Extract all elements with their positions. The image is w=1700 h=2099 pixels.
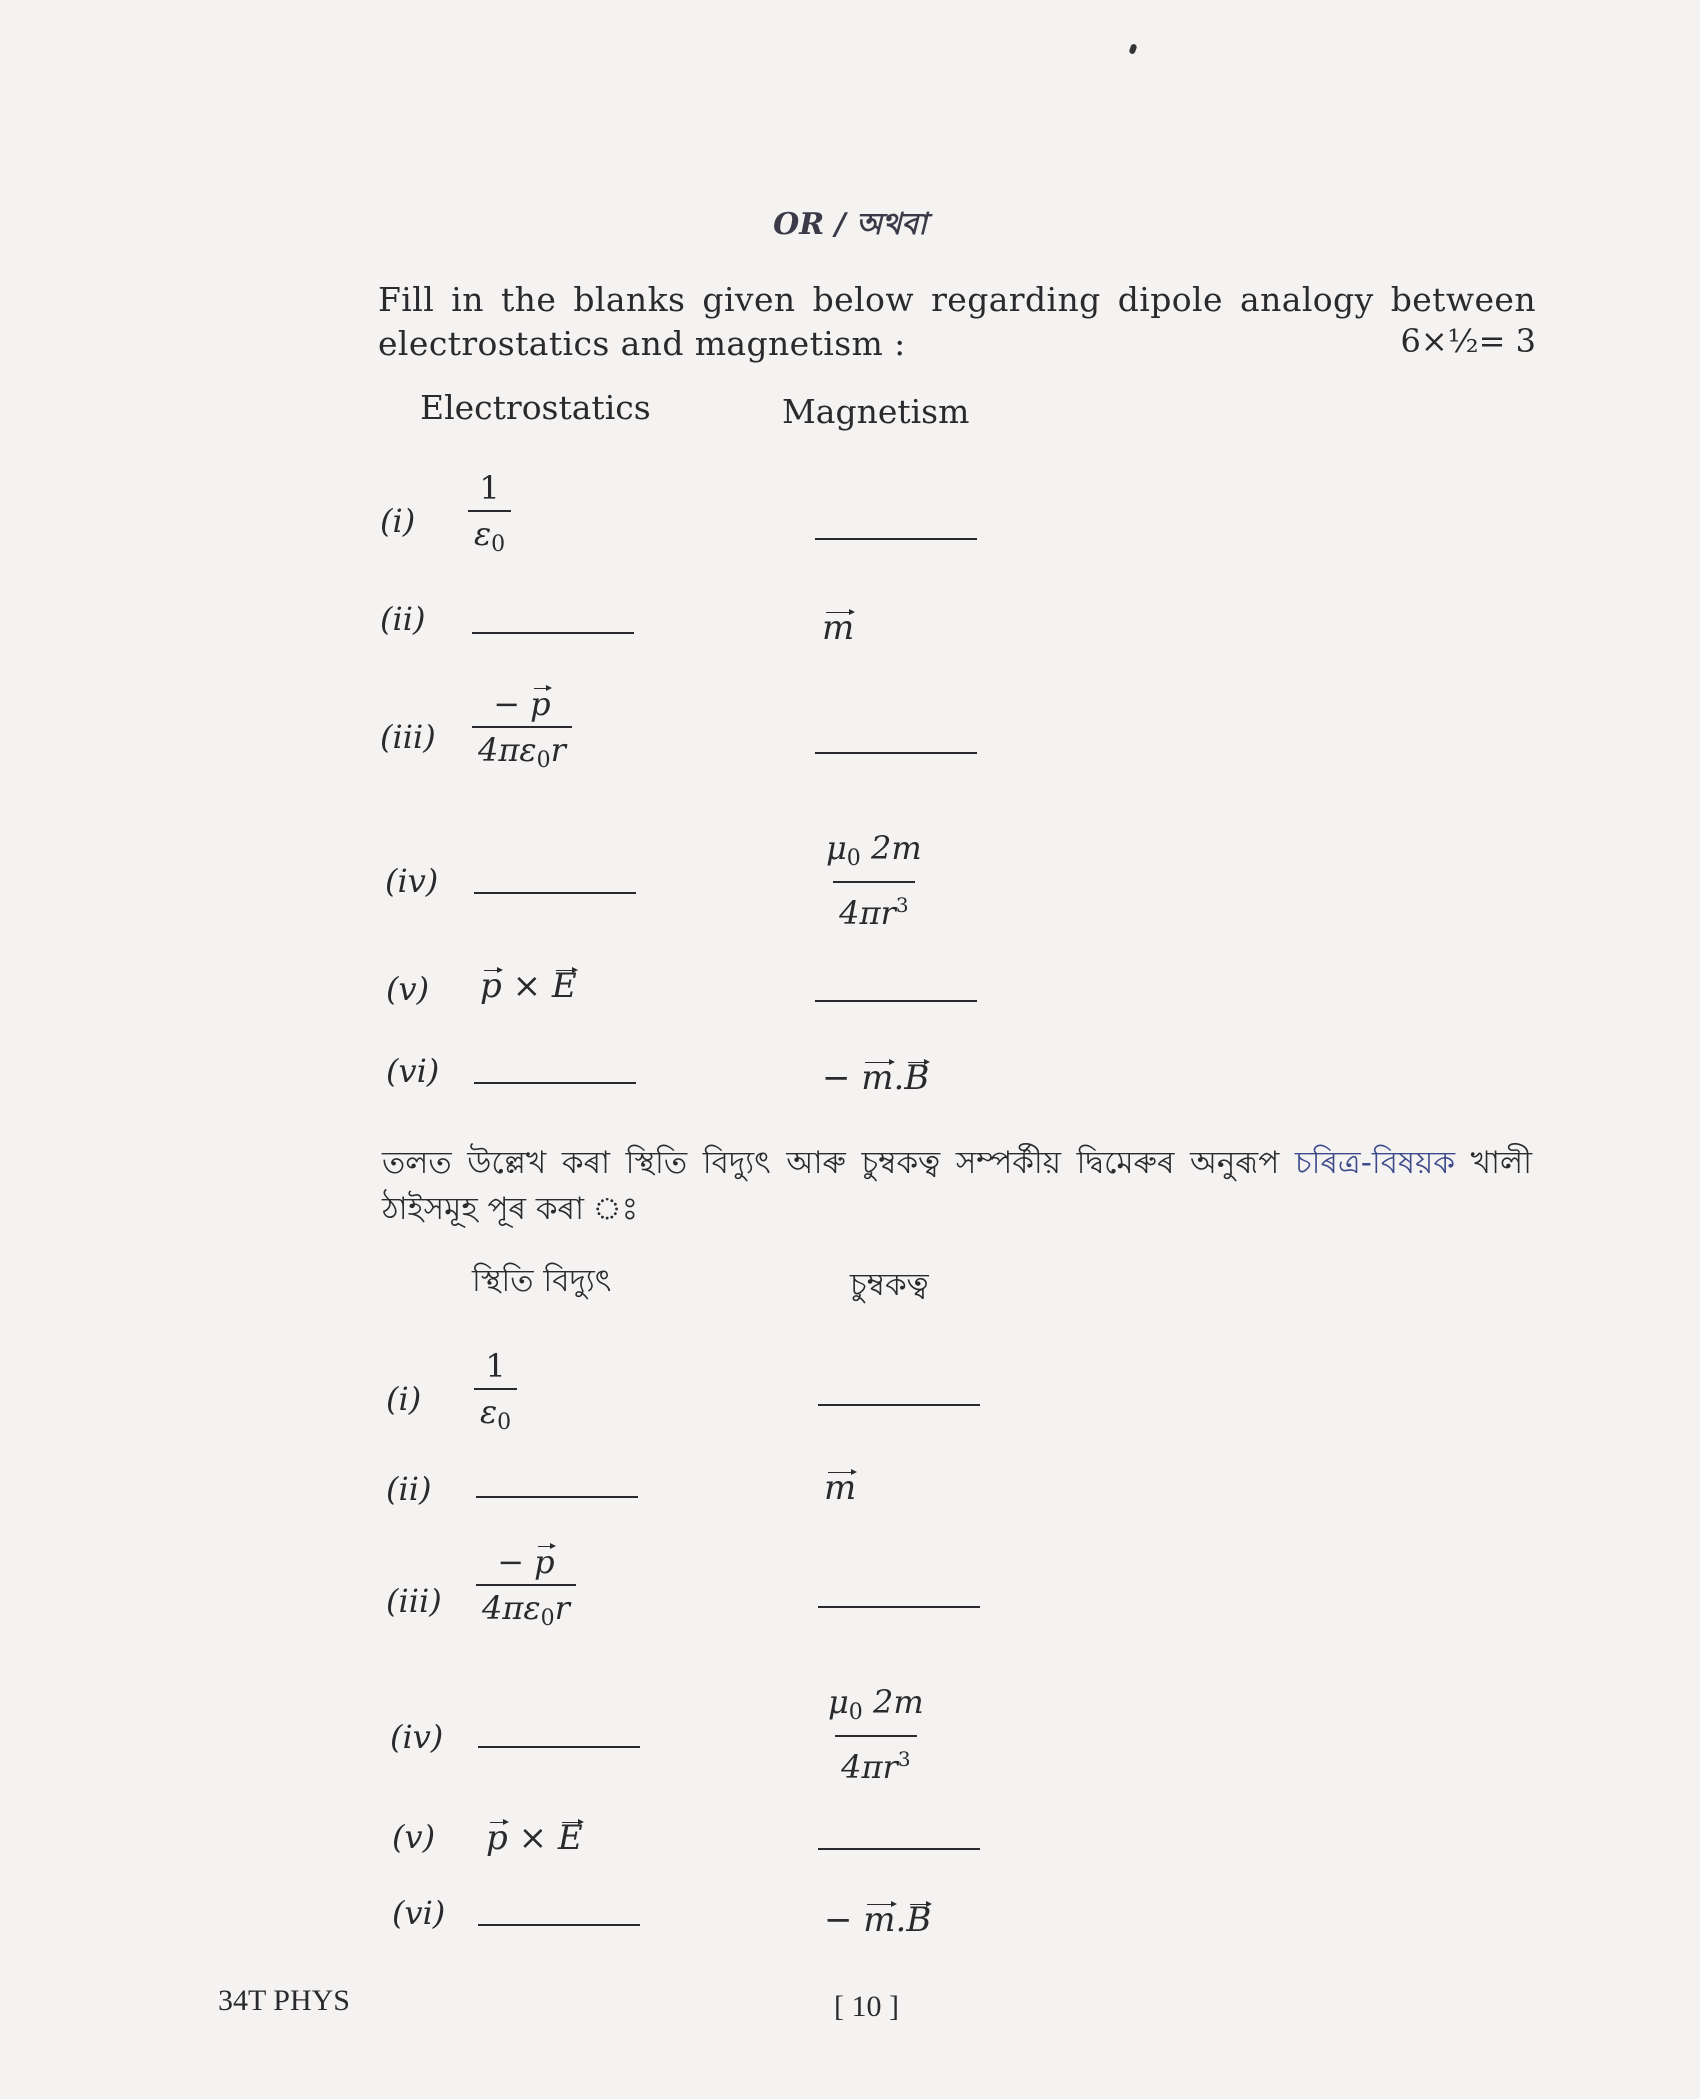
fraction-dipole-field bbox=[820, 828, 928, 933]
times-sign: × bbox=[507, 1818, 558, 1858]
section-heading: OR / অথবা bbox=[773, 207, 927, 242]
den-part: r bbox=[550, 731, 566, 769]
answer-blank[interactable] bbox=[818, 1848, 980, 1850]
answer-blank[interactable] bbox=[818, 1404, 980, 1406]
answer-blank[interactable] bbox=[815, 538, 977, 540]
numerator bbox=[491, 1542, 560, 1584]
minus-sign: − bbox=[493, 685, 531, 723]
denominator bbox=[468, 510, 511, 565]
row-label: (vi) bbox=[386, 1052, 440, 1090]
vector-b: B bbox=[906, 1900, 932, 1940]
potential-energy-expression bbox=[822, 1058, 929, 1098]
minus-sign: − bbox=[822, 1058, 862, 1098]
fraction-one-over-epsilon bbox=[468, 468, 511, 565]
subscript: 0 bbox=[848, 1700, 863, 1725]
epsilon-symbol: ε bbox=[474, 515, 492, 553]
vector-p: p bbox=[534, 1543, 555, 1581]
page-number: [ 10 ] bbox=[834, 1990, 899, 2023]
vector-b: B bbox=[904, 1058, 930, 1098]
denominator bbox=[472, 726, 572, 781]
minus-sign: − bbox=[497, 1543, 535, 1581]
column-header-electrostatics-as: স্থিতি বিদ্যুৎ bbox=[472, 1263, 612, 1299]
den-part: 4πε bbox=[478, 731, 537, 769]
numerator: 1 bbox=[485, 1347, 506, 1385]
instruction-text: তলত উল্লেখ কৰা স্থিতি বিদ্যুৎ আৰু চুম্বকত্ব সম্পৰ্কীয় দ্বিমেৰুৰ অনুৰূপ bbox=[382, 1145, 1295, 1181]
dot-sign: . bbox=[893, 1058, 905, 1098]
superscript: 3 bbox=[895, 893, 909, 917]
row-label: (iii) bbox=[380, 718, 436, 756]
num-part: 2m bbox=[862, 1683, 924, 1721]
marks-allocation: 6×½= 3 bbox=[1400, 322, 1536, 360]
column-header-electrostatics: Electrostatics bbox=[420, 388, 651, 427]
assamese-instruction bbox=[382, 1140, 1532, 1232]
vector-e: E bbox=[551, 966, 577, 1006]
epsilon-symbol: ε bbox=[480, 1393, 498, 1431]
row-label: (i) bbox=[380, 502, 416, 540]
fraction-dipole-field bbox=[822, 1682, 930, 1787]
vector-p: p bbox=[486, 1818, 508, 1858]
answer-blank[interactable] bbox=[474, 1082, 636, 1084]
vector-m: m bbox=[822, 608, 855, 648]
row-label: (ii) bbox=[386, 1470, 432, 1508]
magnetic-moment-vector bbox=[824, 1468, 856, 1508]
paper-code: 34T PHYS bbox=[218, 1984, 350, 2017]
row-label: (v) bbox=[386, 970, 430, 1008]
subscript: 0 bbox=[491, 532, 506, 557]
fraction-dipole-potential bbox=[472, 684, 572, 781]
numerator bbox=[820, 828, 928, 881]
mu-symbol: μ bbox=[828, 1683, 849, 1721]
column-header-magnetism-as: চুম্বকত্ব bbox=[850, 1267, 929, 1303]
superscript: 3 bbox=[897, 1747, 911, 1771]
fraction-one-over-epsilon bbox=[474, 1346, 517, 1443]
minus-sign: − bbox=[824, 1900, 864, 1940]
den-part: r bbox=[554, 1589, 570, 1627]
answer-blank[interactable] bbox=[815, 1000, 977, 1002]
answer-blank[interactable] bbox=[478, 1924, 640, 1926]
row-label: (iv) bbox=[390, 1718, 444, 1756]
vector-m: m bbox=[824, 1468, 857, 1508]
vector-m: m bbox=[861, 1058, 894, 1098]
subscript: 0 bbox=[536, 748, 551, 773]
english-instruction: Fill in the blanks given below regarding dipole analogy between electrostatics and magnetism : bbox=[378, 280, 1536, 363]
numerator bbox=[487, 684, 556, 726]
answer-blank[interactable] bbox=[476, 1496, 638, 1498]
denominator bbox=[474, 1388, 517, 1443]
times-sign: × bbox=[501, 966, 552, 1006]
magnetic-moment-vector bbox=[822, 608, 854, 648]
row-label: (i) bbox=[386, 1380, 422, 1418]
den-part: 4πr bbox=[841, 1748, 898, 1786]
answer-blank[interactable] bbox=[815, 752, 977, 754]
numerator: 1 bbox=[479, 469, 500, 507]
mu-symbol: μ bbox=[826, 829, 847, 867]
numerator bbox=[822, 1682, 930, 1735]
dot-sign: . bbox=[895, 1900, 907, 1940]
potential-energy-expression bbox=[824, 1900, 931, 1940]
vector-p: p bbox=[530, 685, 551, 723]
ink-mark bbox=[1128, 43, 1137, 54]
column-header-magnetism: Magnetism bbox=[782, 392, 970, 431]
highlighted-word: চৰিত্ৰ-বিষয়ক bbox=[1294, 1145, 1456, 1181]
subscript: 0 bbox=[497, 1410, 512, 1435]
torque-expression bbox=[486, 1818, 583, 1858]
row-label: (vi) bbox=[392, 1894, 446, 1932]
instruction-text-end: খালী ঠাইসমূহ পূৰ কৰা ঃ bbox=[382, 1145, 1532, 1227]
den-part: 4πr bbox=[839, 894, 896, 932]
denominator bbox=[476, 1584, 576, 1639]
vector-e: E bbox=[557, 1818, 583, 1858]
vector-p: p bbox=[480, 966, 502, 1006]
answer-blank[interactable] bbox=[474, 892, 636, 894]
answer-blank[interactable] bbox=[478, 1746, 640, 1748]
denominator bbox=[835, 1735, 916, 1787]
num-part: 2m bbox=[860, 829, 922, 867]
vector-m: m bbox=[863, 1900, 896, 1940]
torque-expression bbox=[480, 966, 577, 1006]
row-label: (iii) bbox=[386, 1582, 442, 1620]
answer-blank[interactable] bbox=[818, 1606, 980, 1608]
answer-blank[interactable] bbox=[472, 632, 634, 634]
den-part: 4πε bbox=[482, 1589, 541, 1627]
denominator bbox=[833, 881, 914, 933]
fraction-dipole-potential bbox=[476, 1542, 576, 1639]
row-label: (iv) bbox=[385, 862, 439, 900]
subscript: 0 bbox=[846, 846, 861, 871]
row-label: (v) bbox=[392, 1818, 436, 1856]
row-label: (ii) bbox=[380, 600, 426, 638]
subscript: 0 bbox=[540, 1606, 555, 1631]
